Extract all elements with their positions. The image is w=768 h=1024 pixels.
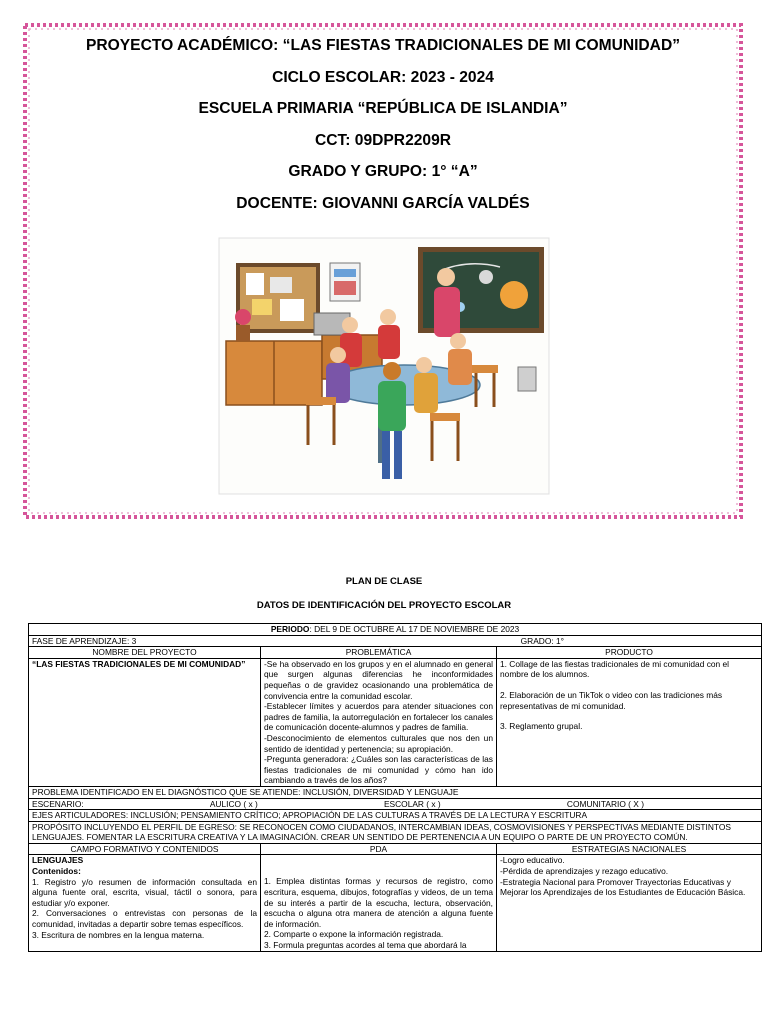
- table-row: [29, 821, 762, 843]
- estrategia-item: -Pérdida de aprendizajes y rezago educativo.: [500, 866, 669, 877]
- fase-aprendizaje: FASE DE APRENDIZAJE: 3: [32, 635, 137, 646]
- header-problematica: PROBLEMÁTICA: [261, 647, 497, 659]
- estrategia-item: -Estrategia Nacional para Promover Trayectorias Educativas y Mejorar los Aprendizajes de los Estudiantes de Educación Básica.: [500, 876, 746, 898]
- escenario-label: ESCENARIO:: [32, 798, 84, 809]
- header-campo: CAMPO FORMATIVO Y CONTENIDOS: [29, 843, 261, 855]
- producto-item: 2. Elaboración de un TikTok o video con las tradiciones más representativas de mi comunidad.: [500, 689, 723, 711]
- header-producto: PRODUCTO: [497, 647, 762, 659]
- campo-title: LENGUAJES: [32, 855, 84, 866]
- problematica-cell: [261, 658, 497, 786]
- problema-identificado: PROBLEMA IDENTIFICADO EN EL DIAGNÓSTICO QUE SE ATIENDE: INCLUSIÓN, DIVERSIDAD Y LENGUAJE: [29, 786, 762, 798]
- pda-cell: [261, 855, 497, 951]
- school-cycle: CICLO ESCOLAR: 2023 - 2024: [272, 68, 494, 86]
- periodo-cell: [29, 624, 762, 636]
- grado: GRADO: 1°: [520, 635, 565, 646]
- pda-item: 3. Formula preguntas acordes al tema que abordará la: [264, 940, 467, 951]
- estrategia-item: -Logro educativo.: [500, 855, 565, 866]
- contenido-item: 2. Conversaciones o entrevistas con personas de la comunidad, invitadas a departir sobre temas específicos.: [32, 908, 257, 930]
- pda-item: 1. Emplea distintas formas y recursos de registro, como escritura, esquema, dibujos, fotografías y videos, de un tema de su interés a partir de la escucha, lectura, observación, escucha o alguna otra manera de atención a alguna fuente de información.: [264, 876, 493, 929]
- escenario-comunitario: COMUNITARIO ( X ): [566, 798, 644, 809]
- plan-title: PLAN DE CLASE: [345, 576, 423, 587]
- table-row: [29, 647, 762, 659]
- table-row: [29, 786, 762, 798]
- header-nombre: NOMBRE DEL PROYECTO: [29, 647, 261, 659]
- project-title: PROYECTO ACADÉMICO: “LAS FIESTAS TRADICIONALES DE MI COMUNIDAD”: [85, 37, 681, 54]
- problematica-item: -Establecer límites y acuerdos para atender situaciones con padres de familia, la autorregulación en fortalecer los canales de comunicación docente-alumnos y padres de familia.: [264, 701, 493, 733]
- plan-subtitle: DATOS DE IDENTIFICACIÓN DEL PROYECTO ESCOLAR: [256, 600, 512, 611]
- nombre-proyecto: “LAS FIESTAS TRADICIONALES DE MI COMUNIDAD”: [29, 658, 261, 786]
- proposito: PROPÓSITO INCLUYENDO EL PERFIL DE EGRESO: SE RECONOCEN COMO CIUDADANOS, INTERCAMBIAN IDEAS, COSMOVISIONES Y PERSPECTIVAS MEDIANTE DISTINTOS LENGUAJES. FOMENTAR LA ESCRITURA CREATIVA Y LA IMAGINACIÓN. CREAR UN SENTIDO DE PERTENENCIA A UN EQUIPO O PARTE DE UN PROYECTO COMÚN.: [29, 821, 762, 843]
- problematica-item: -Se ha observado en los grupos y en el alumnado en general que surgen algunas diferencias he inconformidades pequeñas o de gravidez ocasionando una problemática de convivencia entre la comunidad escolar.: [264, 658, 493, 701]
- table-row: [29, 624, 762, 636]
- periodo-value: : DEL 9 DE OCTUBRE AL 17 DE NOVIEMBRE DE 2023: [309, 624, 520, 634]
- periodo-label: PERIODO: [270, 624, 310, 634]
- table-row: [29, 810, 762, 822]
- pda-item: 2. Comparte o expone la información registrada.: [264, 929, 444, 940]
- producto-item: 3. Reglamento grupal.: [500, 721, 583, 732]
- producto-item: 1. Collage de las fiestas tradicionales de mi comunidad con el nombre de los alumnos.: [500, 658, 730, 680]
- cct-code: CCT: 09DPR2209R: [314, 131, 452, 149]
- problematica-item: -Desconocimiento de elementos culturales que nos den un sentido de identidad y pertenencia; su apropiación.: [264, 732, 493, 754]
- ejes-articuladores: EJES ARTICULADORES: INCLUSIÓN; PENSAMIENTO CRÍTICO; APROPIACIÓN DE LAS CULTURAS A TRAVÉS DE LA LECTURA Y ESCRITURA: [29, 810, 762, 822]
- contenidos-label: Contenidos: [32, 866, 79, 877]
- school-name: ESCUELA PRIMARIA “REPÚBLICA DE ISLANDIA”: [198, 100, 568, 118]
- teacher-name: DOCENTE: GIOVANNI GARCÍA VALDÉS: [236, 194, 530, 212]
- table-row: [29, 798, 762, 810]
- plan-table: [28, 623, 762, 952]
- estrategias-cell: [497, 855, 762, 951]
- table-row: [29, 635, 762, 647]
- campo-cell: LENGUAJES Contenidos: 1. Registro y/o resumen de información consultada en alguna fuente oral, escrita, visual, táctil o sonora, para estudiar y/o exponer. 2. Conversaciones o entrevistas con personas de la comunidad, invitadas a departir sobre temas específicos. 3. Escritura de nombres en la lengua materna.: [29, 855, 261, 951]
- contenido-item: 1. Registro y/o resumen de información consultada en alguna fuente oral, escrita, visual, táctil o sonora, para estudiar y/o exponer.: [32, 876, 257, 908]
- grade-group: GRADO Y GRUPO: 1° “A”: [288, 163, 478, 181]
- header-pda: PDA: [261, 843, 497, 855]
- problematica-item: -Pregunta generadora: ¿Cuáles son las características de las fiestas tradicionales de mi comunidad y cómo han ido cambiando a través de los años?: [264, 754, 493, 786]
- contenido-item: 3. Escritura de nombres en la lengua materna.: [32, 929, 205, 940]
- header-estrategias: ESTRATEGIAS NACIONALES: [497, 843, 762, 855]
- classroom-illustration: [218, 237, 550, 495]
- escenario-aulico: AULICO ( x ): [209, 798, 258, 809]
- producto-cell: [497, 658, 762, 786]
- table-row: [29, 843, 762, 855]
- table-row: [29, 658, 762, 786]
- escenario-escolar: ESCOLAR ( x ): [383, 798, 441, 809]
- table-row: [29, 855, 762, 951]
